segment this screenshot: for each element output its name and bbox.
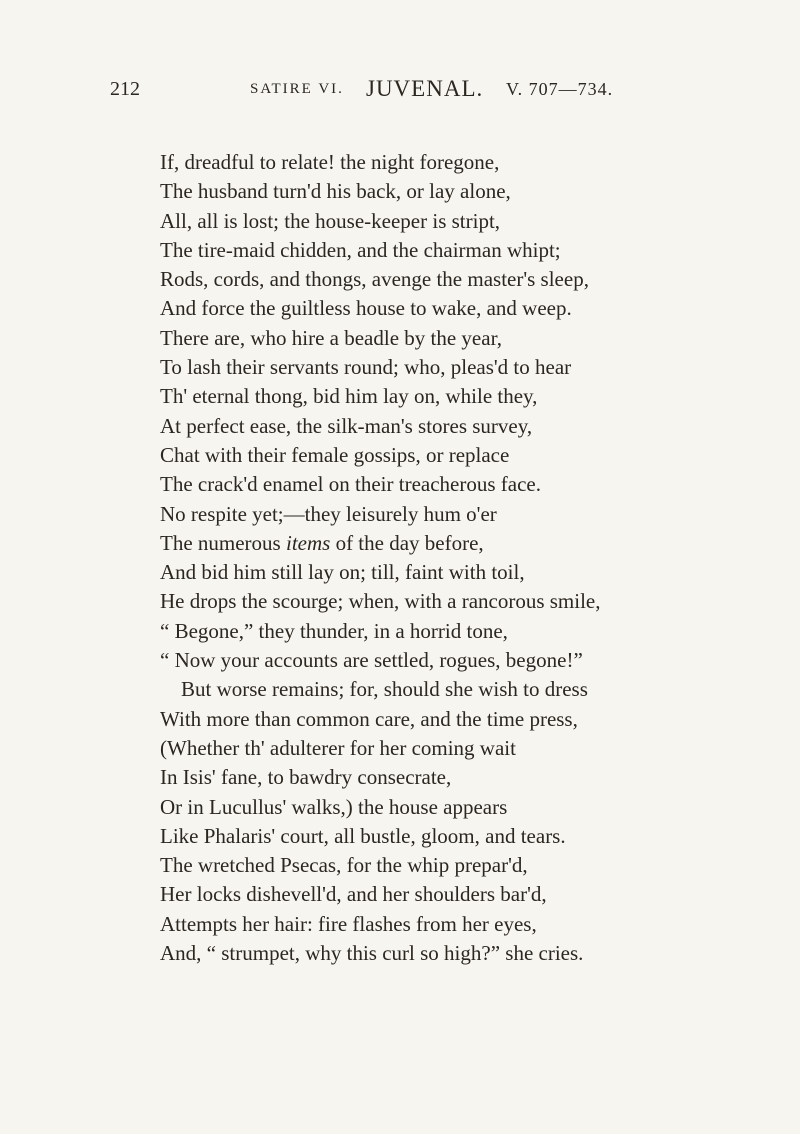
poem-line: With more than common care, and the time press,: [160, 706, 578, 731]
poem-line: Th' eternal thong, bid him lay on, while they,: [160, 384, 538, 409]
poem-line: At perfect ease, the silk-man's stores survey,: [160, 413, 533, 438]
poem-line: He drops the scourge; when, with a rancorous smile,: [160, 589, 601, 614]
poem-line: And force the guiltless house to wake, and weep.: [160, 296, 572, 321]
author-name: JUVENAL.: [366, 76, 484, 101]
italic-word: items: [285, 530, 331, 555]
poem-line: Her locks dishevell'd, and her shoulders bar'd,: [160, 882, 547, 907]
poem-line: Or in Lucullus' walks,) the house appears: [160, 794, 508, 819]
section-label: SATIRE VI.: [250, 81, 344, 97]
poem-line: (Whether th' adulterer for her coming wait: [160, 735, 516, 760]
verse-range: V. 707—734.: [506, 79, 614, 99]
poem-line: In Isis' fane, to bawdry consecrate,: [160, 765, 452, 790]
poem-line: “ Begone,” they thunder, in a horrid tone,: [160, 618, 508, 643]
poem-line: There are, who hire a beadle by the year,: [160, 325, 502, 350]
poem-line: Rods, cords, and thongs, avenge the master's sleep,: [160, 267, 589, 292]
poem-line: “ Now your accounts are settled, rogues, begone!”: [160, 648, 583, 673]
poem-line-text: of the day before,: [330, 530, 484, 555]
running-header: [110, 78, 670, 110]
poem-line-text: The numerous: [160, 530, 286, 555]
poem-line: And, “ strumpet, why this curl so high?” she cries.: [160, 941, 584, 966]
poem-line: Chat with their female gossips, or replace: [160, 442, 510, 467]
poem-line: If, dreadful to relate! the night foregone,: [160, 150, 500, 174]
poem-line: No respite yet;—they leisurely hum o'er: [160, 501, 497, 526]
poem-line: The tire-maid chidden, and the chairman whipt;: [160, 237, 561, 262]
poem-line: The husband turn'd his back, or lay alone,: [160, 179, 511, 204]
poem-line: Attempts her hair: fire flashes from her eyes,: [160, 911, 537, 936]
poem-line: The wretched Psecas, for the whip prepar'd,: [160, 853, 528, 878]
poem-line: But worse remains; for, should she wish to dress: [181, 677, 588, 702]
poem-text: [160, 148, 720, 968]
page-number: 212: [110, 78, 140, 100]
poem-line: All, all is lost; the house-keeper is stript,: [160, 208, 501, 233]
poem-line: Like Phalaris' court, all bustle, gloom, and tears.: [160, 823, 566, 848]
poem-line: And bid him still lay on; till, faint with toil,: [160, 560, 525, 585]
poem-line: [160, 529, 720, 558]
poem-line: The crack'd enamel on their treacherous face.: [160, 472, 541, 497]
poem-line: To lash their servants round; who, pleas'd to hear: [160, 355, 572, 380]
